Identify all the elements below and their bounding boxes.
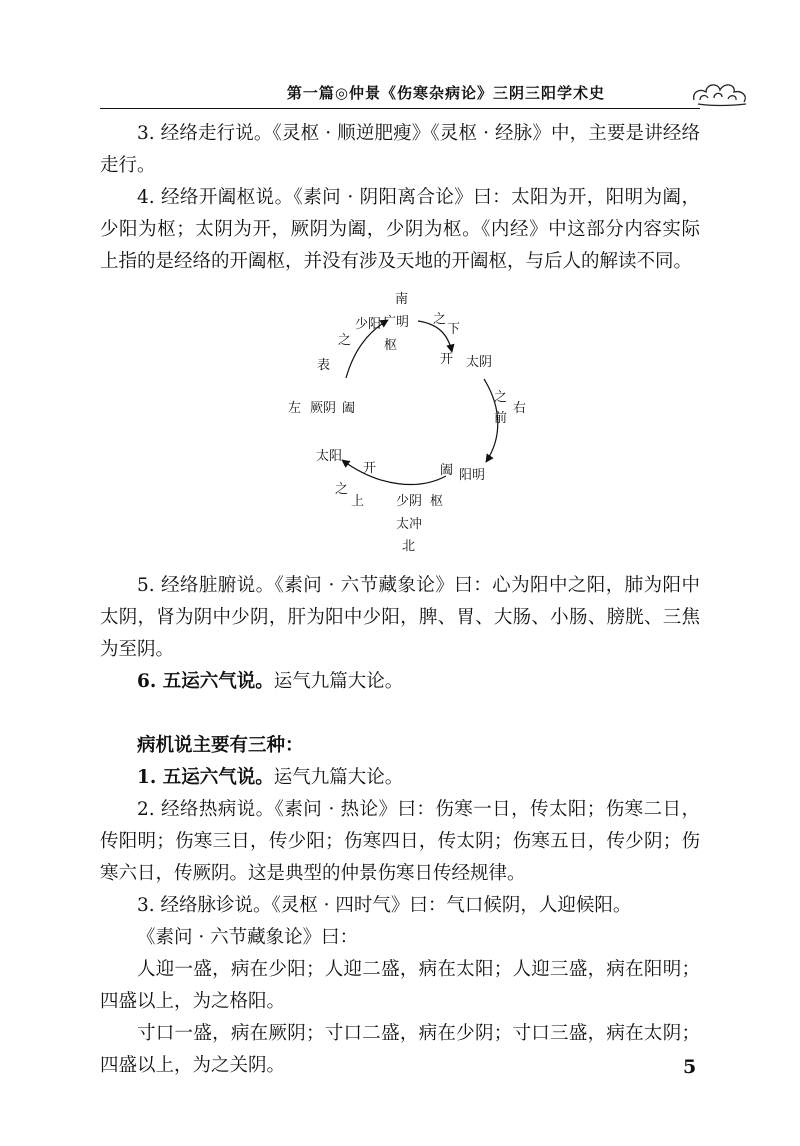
label-shu-top: 枢: [384, 338, 398, 353]
label-shu-bottom: 枢: [430, 494, 444, 509]
label-zuo: 左: [288, 401, 302, 416]
header-title: 第一篇◎仲景《伤寒杂病论》三阴三阳学术史: [286, 84, 605, 102]
kai-he-shu-diagram: [270, 278, 540, 558]
section-gap: [100, 698, 700, 730]
label-kai-right: 开: [440, 352, 454, 367]
label-shaoyin: 少阴: [396, 494, 423, 509]
bingji-item-1-body: 运气九篇大论。: [273, 767, 404, 788]
label-he-left: 阖: [342, 401, 356, 416]
label-zhi-top-left: 之: [338, 333, 352, 348]
label-taiyang: 太阳: [316, 449, 343, 464]
label-he-right: 阖: [440, 463, 454, 478]
label-shang: 上: [351, 494, 365, 509]
label-xia: 下: [447, 322, 461, 337]
running-header: [100, 80, 700, 108]
label-you: 右: [513, 401, 527, 416]
label-jueyin: 厥阴: [310, 401, 337, 416]
label-taichong: 太冲: [396, 517, 423, 532]
paragraph-5: 5. 经络脏腑说。《素问 · 六节藏象论》曰：心为阳中之阳，肺为阳中太阴，肾为阴中少阴，肝为阳中少阳，脾、胃、大肠、小肠、膀胱、三焦为至阴。: [100, 575, 700, 660]
upper-text-block: [100, 118, 700, 278]
label-kai-left: 开: [363, 461, 377, 476]
bingji-item-1-heading: 1. 五运六气说。: [137, 767, 274, 788]
paragraph-3: 3. 经络走行说。《灵枢 · 顺逆肥瘦》《灵枢 · 经脉》中，主要是讲经络走行。: [100, 123, 700, 176]
label-north: 北: [402, 539, 416, 554]
page-number: 5: [683, 1056, 697, 1078]
label-zhi-top-right: 之: [433, 312, 447, 327]
label-south: 南: [395, 292, 409, 307]
bingji-item-3: 3. 经络脉诊说。《灵枢 · 四时气》曰：气口候阴，人迎候阳。: [137, 895, 632, 916]
paragraph-4: 4. 经络开阖枢说。《素问 · 阴阳离合论》曰：太阳为开，阳明为阖，少阳为枢；太阴为开，厥阴为阖，少阴为枢。《内经》中这部分内容实际上指的是经络的开阖枢，并没有涉及天地的开阖枢，与后人的解读不同。: [100, 187, 700, 272]
label-zhi-bottom-left: 之: [335, 482, 349, 497]
label-yangming: 阳明: [459, 468, 486, 483]
paragraph-6: [100, 666, 700, 698]
header-rule: [100, 108, 700, 109]
paragraph-6-body: 运气九篇大论。: [273, 671, 404, 692]
cloud-ornament-icon: [690, 70, 752, 110]
bingji-item-1: [100, 762, 700, 794]
label-qian: 前: [494, 411, 508, 426]
arrow-lower: [342, 460, 446, 484]
label-shaoyang: 少阳: [355, 317, 382, 332]
label-taiyin: 太阴: [466, 355, 493, 370]
lower-text-block: [100, 570, 700, 1082]
citation-liujie: 《素问 · 六节藏象论》曰：: [137, 927, 359, 948]
paragraph-6-heading: 6. 五运六气说。: [137, 671, 274, 692]
renying-paragraph: 人迎一盛，病在少阳；人迎二盛，病在太阳；人迎三盛，病在阳明；四盛以上，为之格阳。: [100, 959, 700, 1012]
cunkou-paragraph: 寸口一盛，病在厥阴；寸口二盛，病在少阴；寸口三盛，病在太阴；四盛以上，为之关阴。: [100, 1023, 700, 1076]
bingji-item-2: 2. 经络热病说。《素问 · 热论》曰：伤寒一日，传太阳；伤寒二日，传阳明；伤寒三日，传少阳；伤寒四日，传太阴；伤寒五日，传少阴；伤寒六日，传厥阴。这是典型的仲景伤寒日传经规律。: [100, 799, 700, 884]
label-biao: 表: [317, 358, 331, 373]
label-zhi-right: 之: [494, 390, 508, 405]
label-guangming: 广明: [383, 315, 410, 330]
bingji-heading: 病机说主要有三种：: [137, 735, 304, 756]
